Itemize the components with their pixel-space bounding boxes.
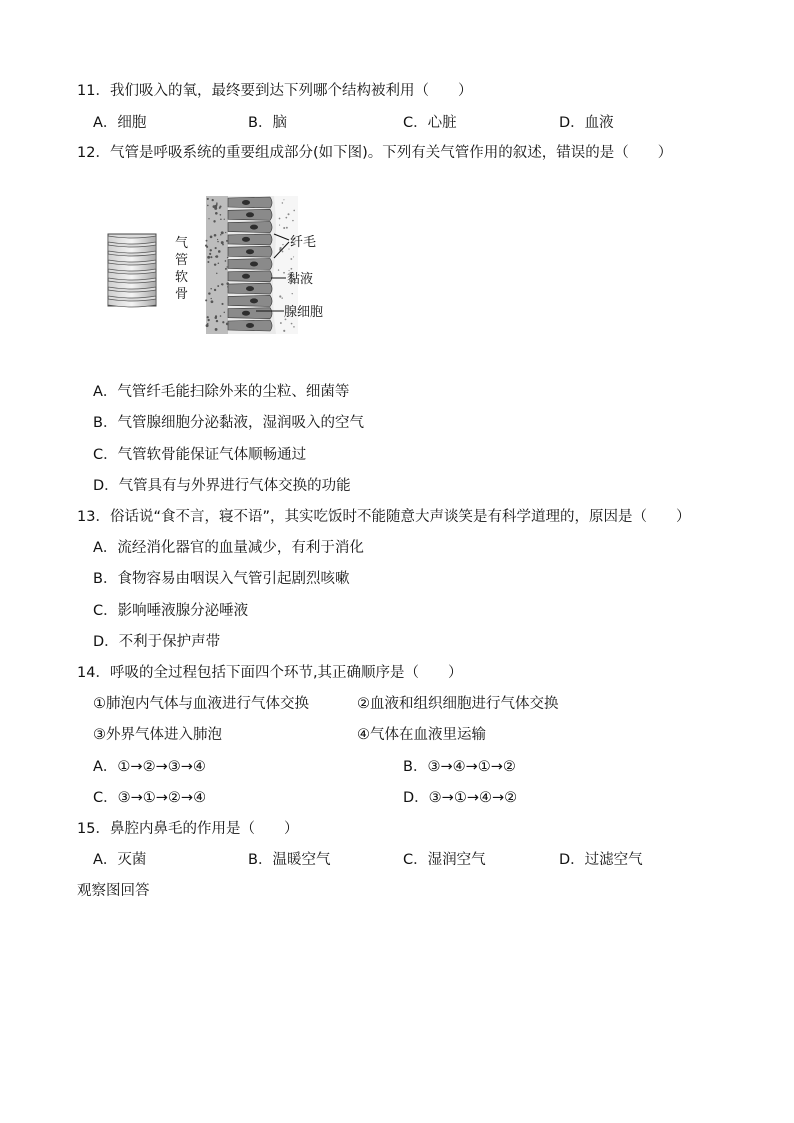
mucus-speckle: [291, 323, 293, 325]
tissue-speckle: [215, 317, 217, 319]
q12-option-a: A．气管纤毛能扫除外来的尘粒、细菌等: [93, 384, 350, 400]
q12-option-d: D．气管具有与外界进行气体交换的功能: [93, 478, 351, 494]
question-11-stem: 11．我们吸入的氧，最终要到达下列哪个结构被利用（ ）: [77, 83, 473, 99]
mucus-speckle: [283, 272, 285, 274]
q11-option-b: B．脑: [248, 115, 287, 131]
tissue-speckle: [220, 214, 222, 216]
cartilage-label-2: 管: [175, 253, 189, 268]
tissue-speckle: [208, 218, 209, 219]
q12-option-c: C．气管软骨能保证气体顺畅通过: [93, 447, 307, 463]
gland-cell-label: 腺细胞: [284, 305, 324, 320]
tissue-speckle: [215, 212, 218, 215]
tissue-speckle: [207, 256, 210, 259]
tissue-speckle: [220, 234, 222, 236]
mucus-speckle: [279, 247, 281, 249]
question-14-stem: 14．呼吸的全过程包括下面四个环节,其正确顺序是（ ）: [77, 665, 463, 681]
mucus-speckle: [283, 227, 285, 229]
q12-option-b: B．气管腺细胞分泌黏液，湿润吸入的空气: [93, 415, 364, 431]
mucus-speckle: [292, 293, 293, 294]
cell-nucleus: [250, 225, 258, 230]
cell-nucleus: [242, 311, 250, 316]
trachea-cartilage-rings: [108, 234, 156, 307]
tissue-speckle: [227, 257, 229, 259]
question-13-stem: 13．俗话说“食不言，寝不语”，其实吃饭时不能随意大声谈笑是有科学道理的，原因是（ ）: [77, 509, 691, 525]
mucus-speckle: [282, 244, 283, 245]
mucus-speckle: [282, 202, 283, 203]
mucus-speckle: [279, 224, 280, 225]
mucus-speckle: [289, 270, 290, 271]
mucus-speckle: [292, 220, 293, 221]
cell-nucleus: [246, 212, 254, 217]
tissue-speckle: [216, 320, 218, 322]
mucus-speckle: [290, 258, 292, 260]
tissue-speckle: [225, 232, 226, 233]
tissue-speckle: [217, 241, 218, 242]
tissue-speckle: [210, 256, 212, 258]
cell-nucleus: [250, 298, 258, 303]
q13-option-d: D．不利于保护声带: [93, 634, 221, 650]
tissue-speckle: [213, 220, 215, 222]
tissue-speckle: [210, 288, 211, 289]
mucus-label: 黏液: [287, 272, 314, 287]
tissue-speckle: [221, 303, 223, 305]
tissue-speckle: [207, 198, 209, 200]
cartilage-label-3: 软: [175, 270, 189, 285]
question-12-stem: 12．气管是呼吸系统的重要组成部分(如下图)。下列有关气管作用的叙述，错误的是（ ）: [77, 145, 673, 161]
tissue-speckle: [217, 239, 218, 240]
mucus-speckle: [285, 217, 287, 219]
mucus-speckle: [281, 297, 282, 298]
q15-option-b: B．温暖空气: [248, 852, 331, 868]
tissue-speckle: [218, 262, 220, 264]
mucus-speckle: [288, 213, 290, 215]
tissue-speckle: [221, 241, 224, 244]
tissue-speckle: [217, 285, 219, 287]
tissue-speckle: [205, 299, 207, 301]
tissue-speckle: [207, 323, 209, 325]
q14-step-1: ①肺泡内气体与血液进行气体交换: [93, 696, 309, 712]
mucus-speckle: [278, 269, 279, 270]
trachea-figure: [106, 192, 336, 338]
tissue-speckle: [206, 324, 209, 327]
tissue-speckle: [226, 266, 227, 267]
mucus-speckle: [291, 268, 293, 270]
tissue-speckle: [207, 261, 209, 263]
q14-option-c: C．③→①→②→④: [93, 790, 207, 806]
q15-option-c: C．湿润空气: [403, 852, 486, 868]
q13-option-c: C．影响唾液腺分泌唾液: [93, 603, 249, 619]
tissue-speckle: [226, 323, 229, 326]
tissue-speckle: [207, 316, 209, 318]
mucus-speckle: [279, 218, 281, 220]
tissue-speckle: [215, 328, 218, 331]
tissue-speckle: [216, 202, 218, 204]
tissue-speckle: [221, 283, 223, 285]
cell-nucleus: [242, 274, 250, 279]
mucus-speckle: [283, 330, 285, 332]
q14-step-2: ②血液和组织细胞进行气体交换: [357, 696, 559, 712]
cartilage-label-1: 气: [175, 236, 189, 251]
mucus-speckle: [286, 227, 288, 229]
tissue-speckle: [210, 298, 211, 299]
tissue-speckle: [220, 218, 222, 220]
observe-figure-prompt: 观察图回答: [77, 883, 150, 899]
tissue-speckle: [215, 256, 217, 258]
q15-option-a: A．灭菌: [93, 852, 147, 868]
cartilage-label-4: 骨: [175, 287, 189, 302]
tissue-speckle: [207, 319, 209, 321]
mucus-speckle: [282, 251, 284, 253]
tissue-speckle: [214, 263, 216, 265]
tissue-speckle: [211, 300, 214, 303]
mucus-speckle: [293, 210, 295, 212]
tissue-speckle: [209, 253, 211, 255]
cell-nucleus: [246, 323, 254, 328]
tissue-speckle: [215, 247, 217, 249]
cell-nucleus: [250, 262, 258, 267]
q13-option-a: A．流经消化器官的血量减少，有利于消化: [93, 540, 364, 556]
tissue-speckle: [206, 240, 208, 242]
q11-option-c: C．心脏: [403, 115, 457, 131]
tissue-speckle: [214, 234, 217, 237]
q14-option-a: A．①→②→③→④: [93, 759, 206, 775]
tissue-speckle: [218, 250, 221, 253]
tissue-speckle: [210, 236, 213, 239]
mucus-speckle: [283, 199, 284, 200]
mucus-speckle: [279, 295, 281, 297]
mucus-speckle: [293, 326, 295, 328]
q14-option-b: B．③→④→①→②: [403, 759, 516, 775]
cell-nucleus: [242, 237, 250, 242]
q13-option-b: B．食物容易由咽误入气管引起剧烈咳嗽: [93, 571, 350, 587]
mucus-speckle: [293, 256, 294, 257]
trachea-diagram: [106, 192, 336, 338]
tissue-speckle: [210, 249, 212, 251]
cell-nucleus: [246, 249, 254, 254]
tissue-speckle: [226, 282, 229, 285]
q11-option-a: A．细胞: [93, 115, 147, 131]
tissue-speckle: [214, 205, 217, 208]
tissue-speckle: [207, 205, 209, 207]
tissue-speckle: [226, 240, 228, 242]
tissue-speckle: [225, 268, 227, 270]
tissue-speckle: [224, 219, 225, 220]
q15-option-d: D．过滤空气: [559, 852, 643, 868]
tissue-speckle: [208, 292, 210, 294]
tissue-speckle: [225, 260, 227, 262]
tissue-speckle: [222, 321, 224, 323]
q14-step-3: ③外界气体进入肺泡: [93, 727, 222, 743]
tissue-speckle: [212, 199, 214, 201]
tissue-speckle: [221, 231, 224, 234]
tissue-speckle: [216, 273, 217, 274]
cell-nucleus: [242, 200, 250, 205]
tissue-speckle: [227, 286, 228, 287]
cell-nucleus: [246, 286, 254, 291]
tissue-speckle: [214, 289, 216, 291]
mucus-speckle: [280, 322, 282, 324]
tissue-speckle: [219, 207, 221, 209]
tissue-speckle: [224, 312, 225, 313]
question-15-stem: 15．鼻腔内鼻毛的作用是（ ）: [77, 821, 299, 837]
tissue-speckle: [206, 246, 208, 248]
q14-step-4: ④气体在血液里运输: [357, 727, 486, 743]
cilia-label: 纤毛: [290, 235, 317, 250]
tissue-speckle: [220, 315, 222, 317]
q11-option-d: D．血液: [559, 115, 614, 131]
q14-option-d: D．③→①→④→②: [403, 790, 518, 806]
